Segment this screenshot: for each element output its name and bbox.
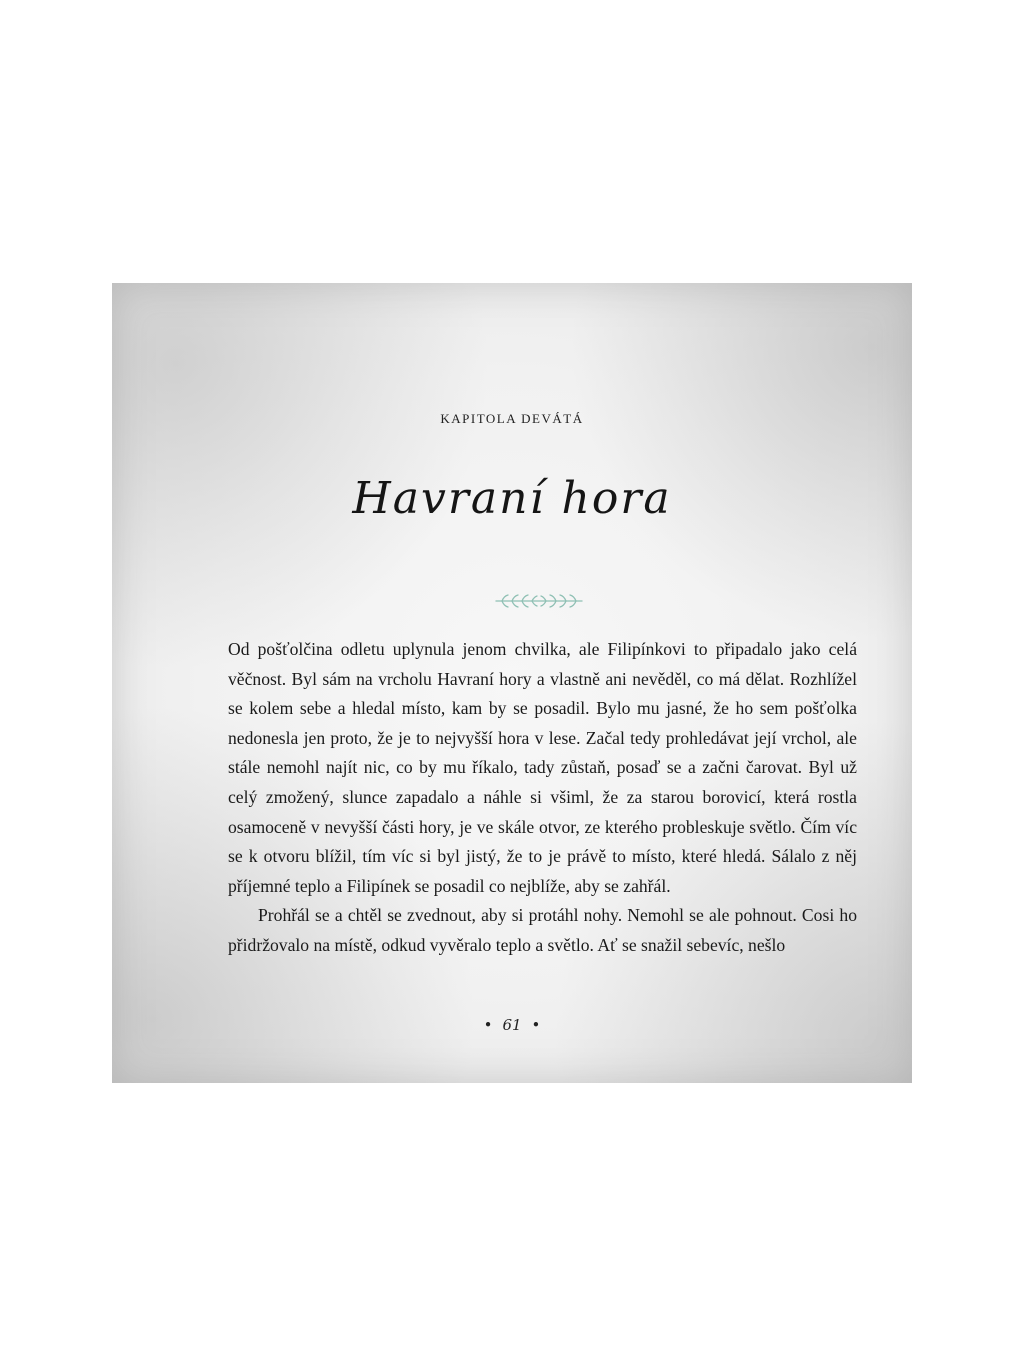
chapter-label: KAPITOLA DEVÁTÁ xyxy=(440,411,584,426)
chapter-title: Havraní hora xyxy=(352,473,672,524)
chapter-body xyxy=(228,635,857,961)
folio-separator-left: • xyxy=(483,1016,493,1034)
book-page xyxy=(112,283,912,1083)
leaf-vine-ornament-icon xyxy=(492,593,586,609)
folio-separator-right: • xyxy=(531,1016,541,1034)
page-number: 61 xyxy=(502,1016,522,1034)
body-paragraph: Od pošťolčina odletu uplynula jenom chvilka, ale Filipínkovi to připadalo jako celá věčnost. Byl sám na vrcholu Havraní hory a vlastně ani nevěděl, co má dělat. Rozhlížel se kolem sebe a hledal místo, kam by se posadil. Bylo mu jasné, že ho sem pošťolka nedonesla jen proto, že je to nejvyšší hora v lese. Začal tedy prohledávat její vrchol, ale stále nemohl najít nic, co by mu říkalo, tady zůstaň, posaď se a začni čarovat. Byl už celý zmožený, slunce zapadalo a náhle si všiml, že za starou borovicí, která rostla osamoceně v nevyšší části hory, je ve skále otvor, ze kterého probleskuje světlo. Čím víc se k otvoru blížil, tím víc si byl jistý, že to je právě to místo, které hledá. Sálalo z něj příjemné teplo a Filipínek se posadil co nejblíže, aby se zahřál. xyxy=(228,639,857,896)
page-number-footer xyxy=(112,1016,912,1034)
body-paragraph: Prohřál se a chtěl se zvednout, aby si protáhl nohy. Nemohl se ale pohnout. Cosi ho přidržovalo na místě, odkud vyvěralo teplo a světlo. Ať se snažil sebevíc, nešlo xyxy=(228,905,857,955)
